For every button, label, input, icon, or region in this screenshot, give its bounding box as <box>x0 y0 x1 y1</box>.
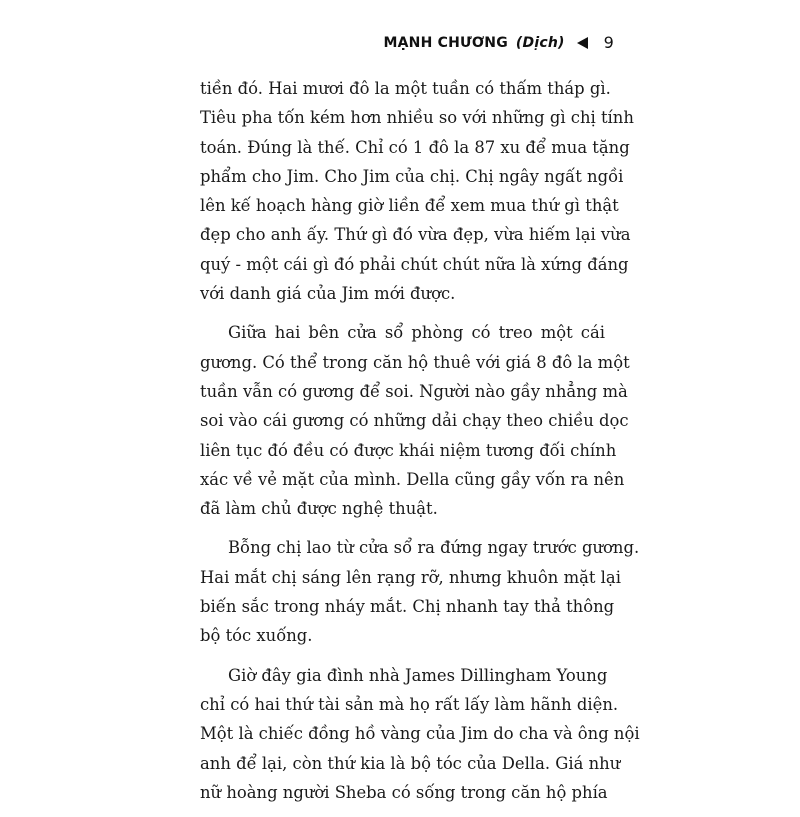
body-text <box>200 74 640 817</box>
text-line: nữ hoàng người Sheba có sống trong căn hộ phía <box>200 782 608 802</box>
paragraph-4 <box>200 661 640 807</box>
triangle-left-icon <box>577 37 588 49</box>
text-line: toán. Đúng là thế. Chỉ có 1 đô la 87 xu để mua tặng <box>200 137 630 157</box>
page-number: 9 <box>603 33 614 52</box>
text-line: biến sắc trong nháy mắt. Chị nhanh tay thả thông <box>200 597 615 617</box>
paragraph-2 <box>200 318 630 523</box>
text-line: tiền đó. Hai mươi đô la một tuần có thấm tháp gì. <box>200 79 611 98</box>
text-line: phẩm cho Jim. Cho Jim của chị. Chị ngây ngất ngồi <box>200 166 624 186</box>
text-line: chỉ có hai thứ tài sản mà họ rất lấy làm hãnh diện. <box>200 694 619 714</box>
text-line: anh để lại, còn thứ kia là bộ tóc của Della. Giá như <box>200 753 621 773</box>
text-line: với danh giá của Jim mới được. <box>200 284 456 304</box>
text-line: xác về vẻ mặt của mình. Della cũng gầy vốn ra nên <box>200 469 625 489</box>
text-line: đã làm chủ được nghệ thuật. <box>200 499 438 519</box>
running-header <box>384 33 614 52</box>
text-line: đẹp cho anh ấy. Thứ gì đó vừa đẹp, vừa hiếm lại vừa <box>200 225 631 245</box>
text-line: tuần vẫn có gương để soi. Người nào gầy nhẳng mà <box>200 381 628 401</box>
text-line: Một là chiếc đồng hồ vàng của Jim do cha và ông nội <box>200 724 640 744</box>
text-line: Hai mắt chị sáng lên rạng rỡ, nhưng khuôn mặt lại <box>200 567 621 587</box>
text-line: Bỗng chị lao từ cửa sổ ra đứng ngay trước gương. <box>228 538 640 558</box>
text-line: quý - một cái gì đó phải chút chút nữa là xứng đáng <box>200 254 629 274</box>
paragraph-3 <box>200 533 640 650</box>
text-line: Tiêu pha tốn kém hơn nhiều so với những gì chị tính <box>200 108 634 128</box>
text-line: soi vào cái gương có những dải chạy theo chiều dọc <box>200 411 629 431</box>
text-line: Giữa hai bên cửa sổ phòng có treo một cái <box>228 323 605 343</box>
author-name: MẠNH CHƯƠNG <box>383 34 508 51</box>
translator-note: (Dịch) <box>515 34 565 51</box>
text-line: bộ tóc xuống. <box>200 626 313 646</box>
text-line: Giờ đây gia đình nhà James Dillingham Young <box>228 665 608 685</box>
text-line: liên tục đó đều có được khái niệm tương đối chính <box>200 440 617 460</box>
paragraph-1 <box>200 74 634 308</box>
text-line: lên kế hoạch hàng giờ liền để xem mua thứ gì thật <box>200 196 619 216</box>
text-line: gương. Có thể trong căn hộ thuê với giá 8 đô la một <box>200 352 630 372</box>
